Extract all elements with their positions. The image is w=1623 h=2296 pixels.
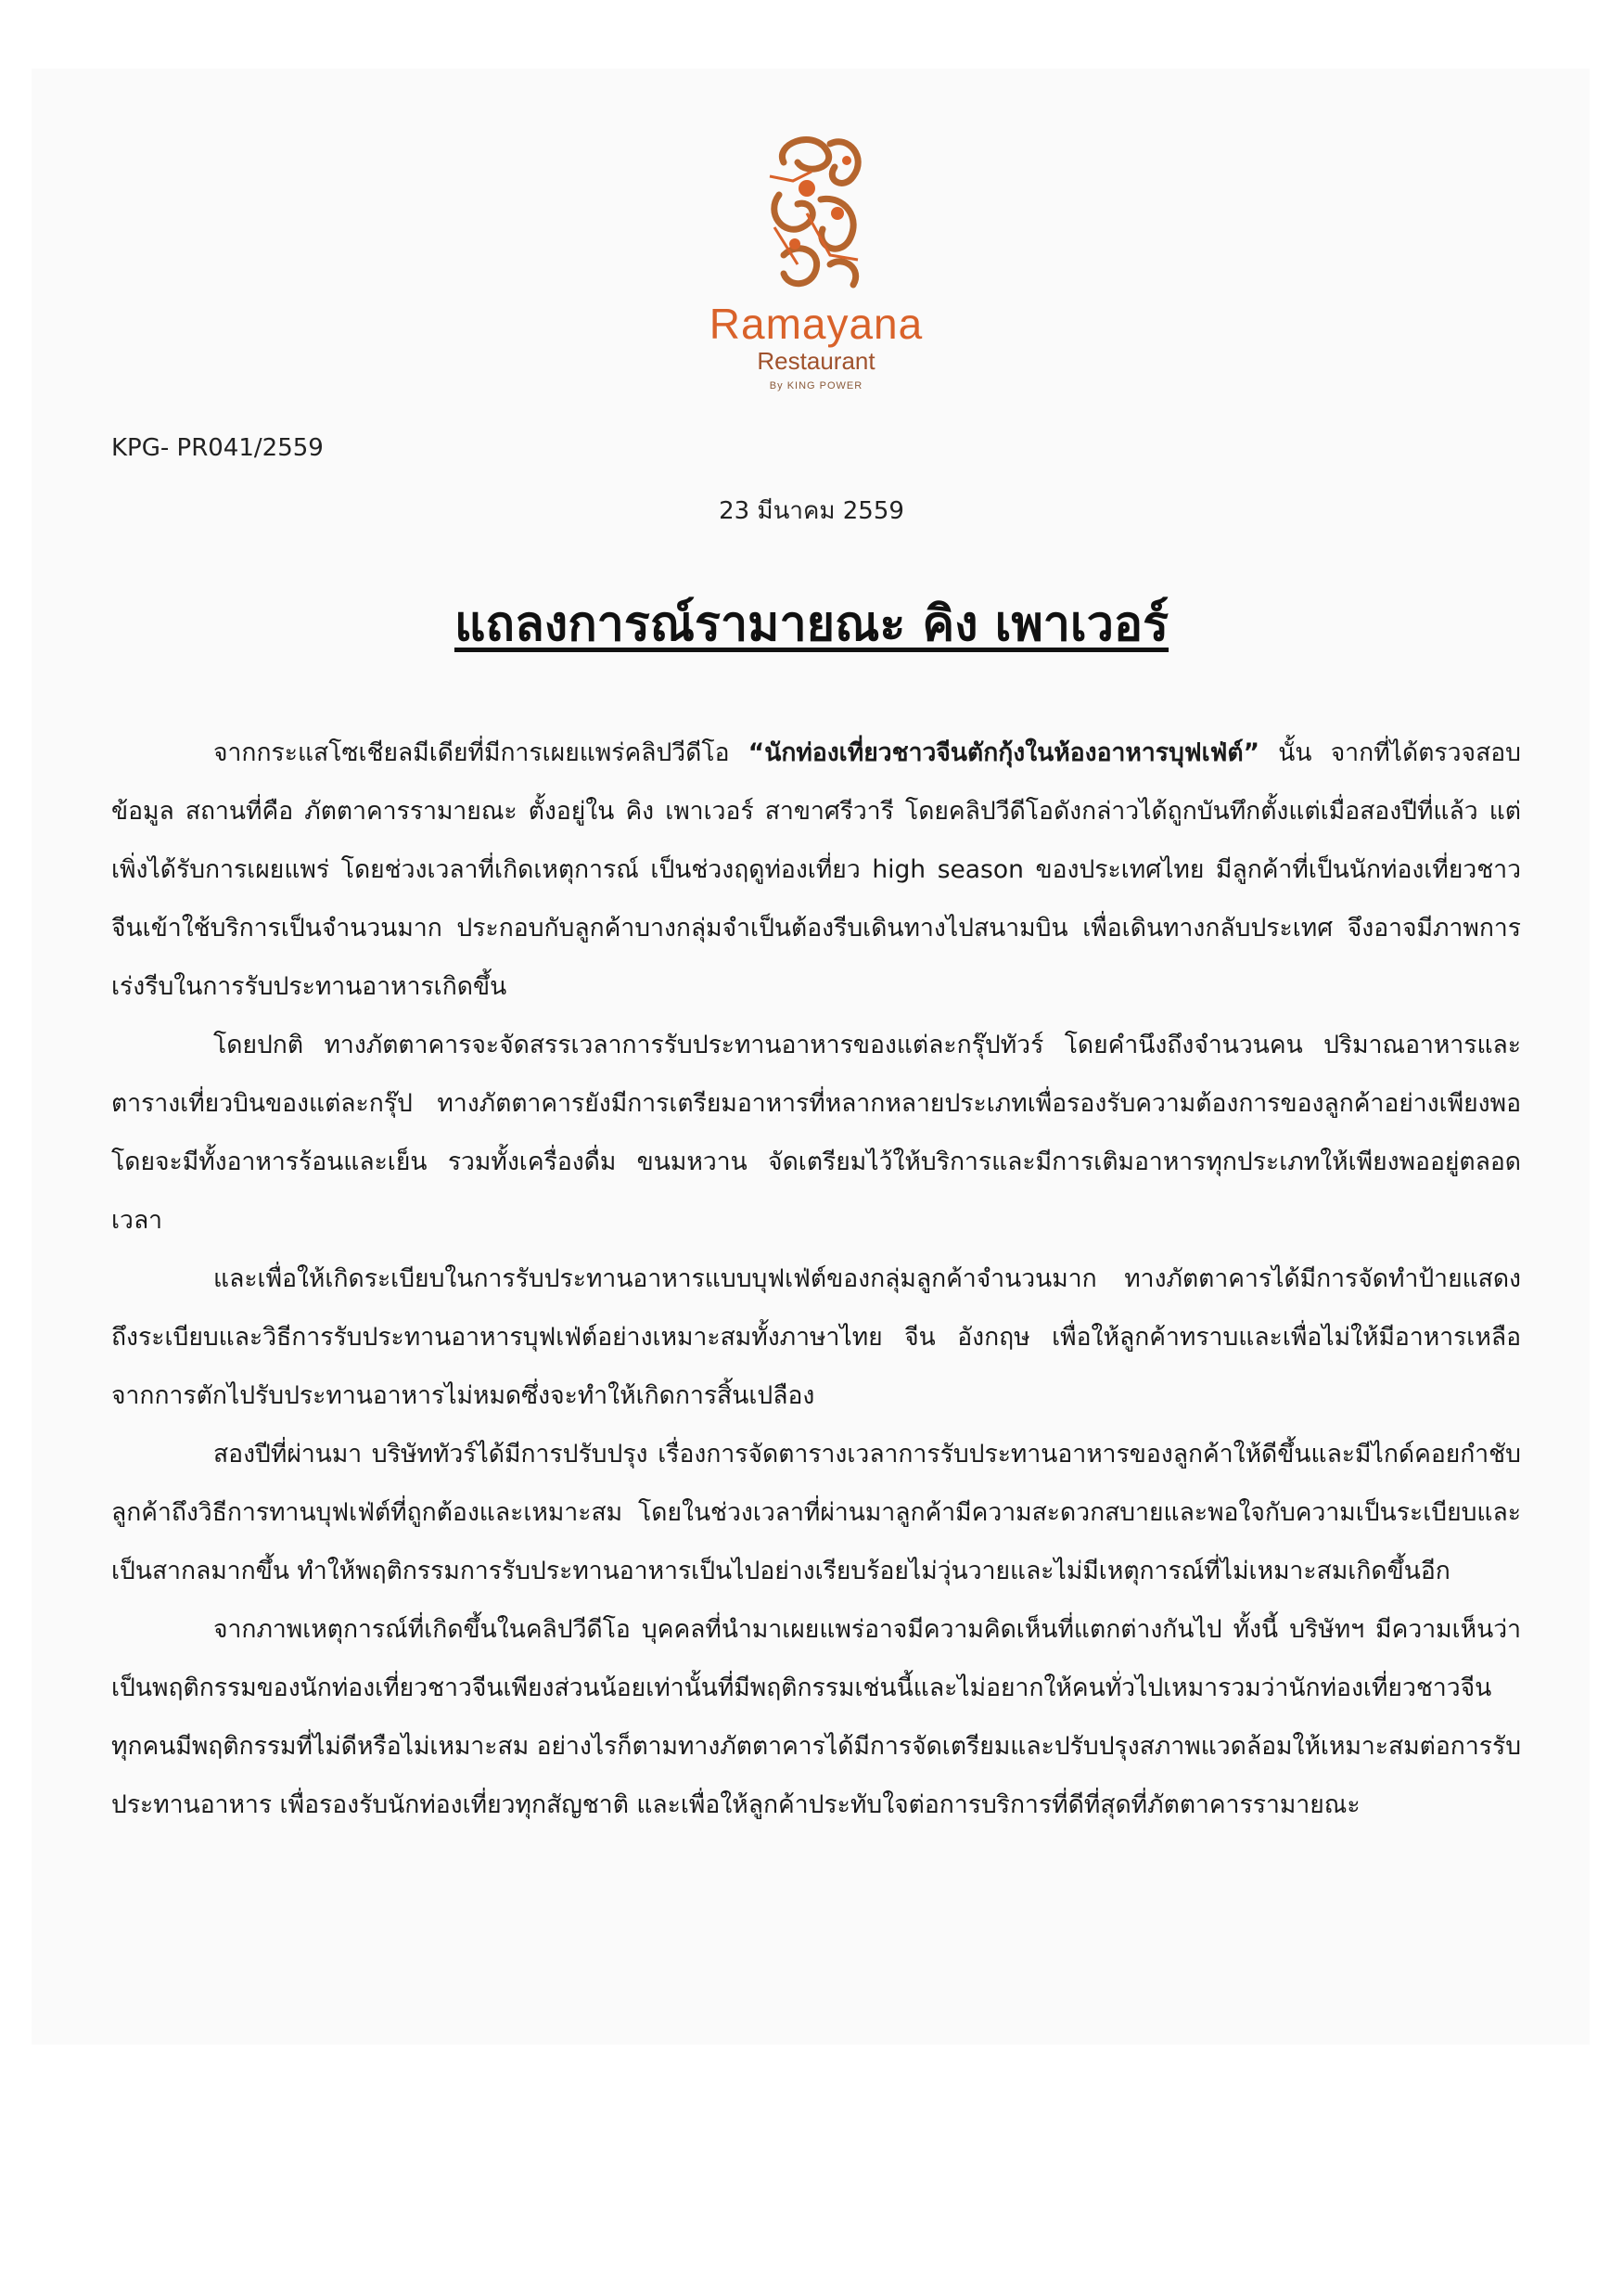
document-reference: KPG- PR041/2559 (111, 434, 324, 462)
paragraph-4: สองปีที่ผ่านมา บริษัททัวร์ได้มีการปรับปรุง เรื่องการจัดตารางเวลาการรับประทานอาหารของลูกค้าให้ดีขึ้นและมีไกด์คอยกำชับลูกค้าถึงวิธีการทานบุฟเฟ่ต์ที่ถูกต้องและเหมาะสม โดยในช่วงเวลาที่ผ่านมาลูกค้ามีความสะดวกสบายและพอใจกับความเป็นระเบียบและเป็นสากลมากขึ้น ทำให้พฤติกรรมการรับประทานอาหารเป็นไปอย่างเรียบร้อยไม่วุ่นวายและไม่มีเหตุการณ์ที่ไม่เหมาะสมเกิดขึ้นอีก (111, 1440, 1521, 1585)
paragraph-1-rest: นั้น จากที่ได้ตรวจสอบข้อมูล สถานที่คือ ภัตตาคารรามายณะ ตั้งอยู่ใน คิง เพาเวอร์ สาขาศรีวารี โดยคลิปวีดีโอดังกล่าวได้ถูกบันทึกตั้งแต่เมื่อสองปีที่แล้ว แต่เพิ่งได้รับการเผยแพร่ โดยช่วงเวลาที่เกิดเหตุการณ์ เป็นช่วงฤดูท่องเที่ยว high season ของประเทศไทย มีลูกค้าที่เป็นนักท่องเที่ยวชาวจีนเข้าใช้บริการเป็นจำนวนมาก ประกอบกับลูกค้าบางกลุ่มจำเป็นต้องรีบเดินทางไปสนามบิน เพื่อเดินทางกลับประเทศ จึงอาจมีภาพการเร่งรีบในการรับประทานอาหารเกิดขึ้น (111, 738, 1521, 1001)
page-title: แถลงการณ์รามายณะ คิง เพาเวอร์ (454, 596, 1169, 652)
paragraph-3: และเพื่อให้เกิดระเบียบในการรับประทานอาหารแบบบุฟเฟ่ต์ของกลุ่มลูกค้าจำนวนมาก ทางภัตตาคารได้มีการจัดทำป้ายแสดงถึงระเบียบและวิธีการรับประทานอาหารบุฟเฟ่ต์อย่างเหมาะสมทั้งภาษาไทย จีน อังกฤษ เพื่อให้ลูกค้าทราบและเพื่อไม่ให้มีอาหารเหลือจากการตักไปรับประทานอาหารไม่หมดซึ่งจะทำให้เกิดการสิ้นเปลือง (111, 1264, 1521, 1410)
logo-by-line: By KING POWER (769, 380, 863, 391)
logo-name: Ramayana (709, 300, 924, 348)
paragraph-1-quote: “นักท่องเที่ยวชาวจีนตักกุ้งในห้องอาหารบุฟเฟ่ต์” (748, 738, 1260, 767)
paragraph-5: จากภาพเหตุการณ์ที่เกิดขึ้นในคลิปวีดีโอ บุคคลที่นำมาเผยแพร่อาจมีความคิดเห็นที่แตกต่างกันไป ทั้งนี้ บริษัทฯ มีความเห็นว่า เป็นพฤติกรรมของนักท่องเที่ยวชาวจีนเพียงส่วนน้อยเท่านั้นที่มีพฤติกรรมเช่นนี้และไม่อยากให้คนทั่วไปเหมารวมว่านักท่องเที่ยวชาวจีนทุกคนมีพฤติกรรมที่ไม่ดีหรือไม่เหมาะสม อย่างไรก็ตามทางภัตตาคารได้มีการจัดเตรียมและปรับปรุงสภาพแวดล้อมให้เหมาะสมต่อการรับประทานอาหาร เพื่อรองรับนักท่องเที่ยวทุกสัญชาติ และเพื่อให้ลูกค้าประทับใจต่อการบริการที่ดีที่สุดที่ภัตตาคารรามายณะ (111, 1615, 1522, 1819)
document-date: 23 มีนาคม 2559 (719, 497, 904, 525)
paragraph-1-intro: จากกระแสโซเชียลมีเดียที่มีการเผยแพร่คลิปวีดีโอ (213, 738, 748, 767)
restaurant-logo (686, 125, 946, 393)
paragraph-1 (111, 724, 1521, 1016)
ramayana-emblem-icon (756, 125, 876, 297)
logo-subtitle: Restaurant (757, 347, 875, 375)
statement-body (111, 724, 1521, 1834)
paragraph-2: โดยปกติ ทางภัตตาคารจะจัดสรรเวลาการรับประทานอาหารของแต่ละกรุ๊ปทัวร์ โดยคำนึงถึงจำนวนคน ปริมาณอาหารและตารางเที่ยวบินของแต่ละกรุ๊ป ทางภัตตาคารยังมีการเตรียมอาหารที่หลากหลายประเภทเพื่อรองรับความต้องการของลูกค้าอย่างเพียงพอ โดยจะมีทั้งอาหารร้อนและเย็น รวมทั้งเครื่องดื่ม ขนมหวาน จัดเตรียมไว้ให้บริการและมีการเติมอาหารทุกประเภทให้เพียงพออยู่ตลอดเวลา (111, 1031, 1521, 1235)
